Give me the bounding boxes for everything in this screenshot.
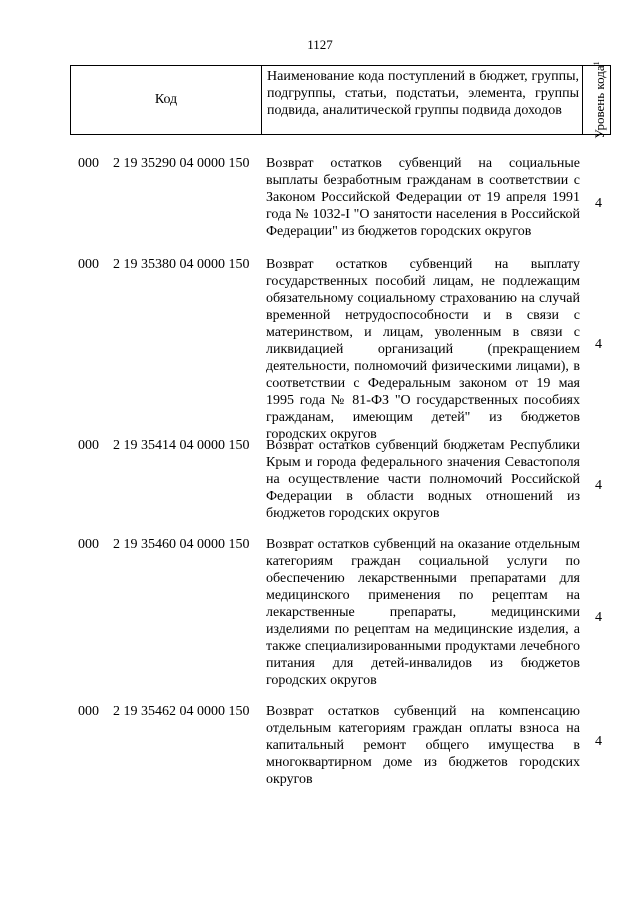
header-code: Код	[71, 66, 262, 134]
row-level: 4	[595, 734, 602, 749]
header-level-footnote: 1	[591, 61, 601, 66]
row-prefix: 000	[78, 438, 99, 453]
row-name: Возврат остатков субвенций на социальные выплаты безработным гражданам в соответствии с Законом Российской Федерации от 19 апреля 1991 года № 1032-I "О занятости населения в Российской Федерации" из бюджетов городских округов	[266, 156, 580, 239]
row-level: 4	[595, 478, 602, 493]
row-code: 2 19 35462 04 0000 150	[113, 704, 250, 719]
row-prefix: 000	[78, 257, 99, 272]
row-code: 2 19 35460 04 0000 150	[113, 537, 250, 552]
header-name: Наименование кода поступлений в бюджет, группы, подгруппы, статьи, подстатьи, элемента, группы подвида, аналитической группы подвида доходов	[267, 69, 579, 118]
table-header	[70, 61, 611, 139]
row-code: 2 19 35380 04 0000 150	[113, 257, 250, 272]
row-name: Возврат остатков субвенций на компенсацию отдельным категориям граждан оплаты взноса на капитальный ремонт общего имущества в многоквартирном доме из бюджетов городских округов	[266, 704, 580, 787]
header-level-label: Уровень кода	[591, 65, 607, 139]
row-prefix: 000	[78, 704, 99, 719]
row-level: 4	[595, 610, 602, 625]
row-name: Возврат остатков субвенций бюджетам Республики Крым и города федерального значения Севастополя на осуществление части полномочий Российской Федерации в области водных отношений из бюджетов городских округов	[266, 438, 580, 521]
row-level: 4	[595, 337, 602, 352]
row-name: Возврат остатков субвенций на выплату государственных пособий лицам, не подлежащим обязательному социальному страхованию на случай временной нетрудоспособности и в связи с материнством, и лицам, уволенным в связи с ликвидацией организаций (прекращением деятельности, полномочий физическими лицами), в соответствии с Федеральным законом от 19 мая 1995 года № 81-ФЗ "О государственных пособиях гражданам, имеющим детей" из бюджетов городских округов	[266, 257, 580, 442]
row-name: Возврат остатков субвенций на оказание отдельным категориям граждан социальной услуги по обеспечению лекарственными препаратами для медицинского применения по рецептам на лекарственные препараты, медицинскими изделиями по рецептам на медицинские изделия, а также специализированными продуктами лечебного питания для детей-инвалидов из бюджетов городских округов	[266, 537, 580, 688]
row-level: 4	[595, 196, 602, 211]
row-prefix: 000	[78, 537, 99, 552]
header-level	[582, 61, 612, 139]
page-number: 1127	[307, 37, 333, 52]
row-prefix: 000	[78, 156, 99, 171]
row-code: 2 19 35290 04 0000 150	[113, 156, 250, 171]
row-code: 2 19 35414 04 0000 150	[113, 438, 250, 453]
header-level-text	[589, 61, 605, 138]
